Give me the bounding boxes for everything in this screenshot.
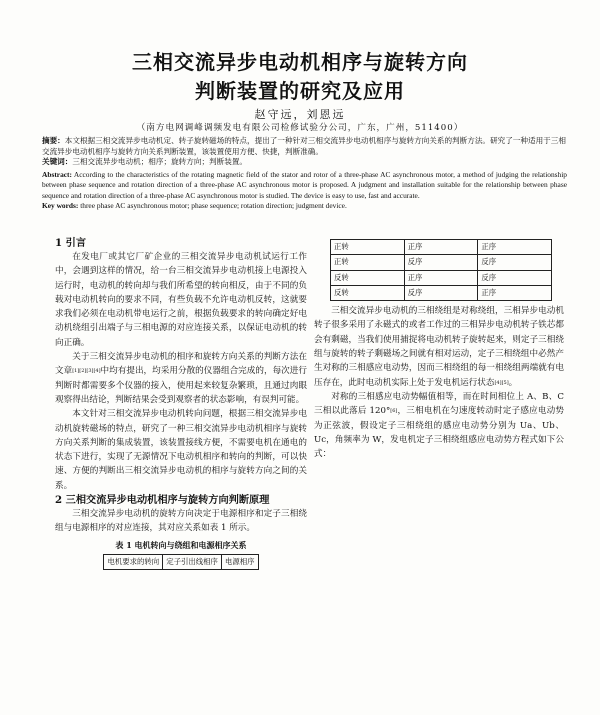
table-cell: 反转 (331, 285, 405, 300)
left-column (55, 236, 307, 570)
table-cell: 反序 (404, 255, 478, 270)
keywords-cn-label: 关键词： (42, 157, 73, 167)
section-1-paragraph-3: 本文针对三相交流异步电动机转向问题，根据三相交流异步电动机旋转磁场的特点，研究了一种三相交流异步电动机相序与旋转方向关系判断的集成装置，该装置接线方便，不需要电机在通电的状态下进行，实现了无源情况下电动机相序和转向的判断，可以快速、方便的判断出三相交流异步电动机的相序与旋转方向之间的关系。 (55, 409, 307, 491)
table-cell: 反序 (478, 270, 552, 285)
abstract-en-label: Abstract: (42, 170, 72, 179)
table-cell: 正序 (478, 240, 552, 255)
table-cell: 正序 (478, 285, 552, 300)
table-cell: 反序 (404, 285, 478, 300)
table-cell: 反转 (331, 270, 405, 285)
right-p2-text-b: ，三相电机在匀速度转动时定子感应电动势为正弦波，假设定子三相绕组的感应电动势分别为 Ua、Ub、Uc，角频率为 W，发电机定子三相绕组感应电动势方程式如下公式： (314, 406, 564, 460)
table-1-header-cell: 定子引出线相序 (163, 554, 222, 569)
affiliation: （南方电网调峰调频发电有限公司检修试验分公司，广东，广州，511400） (136, 123, 464, 133)
right-column (314, 239, 564, 461)
table-1-header (103, 554, 258, 570)
right-paragraph-1 (314, 304, 564, 390)
citation: [6] (390, 408, 398, 415)
section-2-paragraph-1: 三相交流异步电动机的旋转方向决定于电源相序和定子三相绕组与电源相序的对应连接，其对应关系如表 1 所示。 (55, 509, 307, 534)
authors: 赵守远，刘恩远 (254, 108, 346, 121)
section-1-p2-text-b: 中均有提出，均采用分散的仪器组合完成的，每次进行判断时都需要多个仪器的接入，使用起来较复杂繁琐，且通过肉眼观察得出结论，判断结果会受到观察者的状态影响，有误判可能。 (55, 366, 307, 405)
table-row (331, 255, 552, 270)
section-1-heading: 1 引言 (55, 237, 87, 249)
table-row (331, 270, 552, 285)
table-1-caption: 表 1 电机转向与绕组和电源相序关系 (115, 539, 247, 550)
keywords-cn-text: 三相交流异步电动机；相序；旋转方向；判断装置。 (72, 157, 248, 167)
title-line-2: 判断装置的研究及应用 (195, 79, 405, 103)
abstract-en-text: According to the characteristics of the rotating magnetic field of the stator and rotor of a three-phase AC asynchronous motor, a method of judging the relationship between phase sequence and rotation direction of a three-phase AC asynchronous motor is proposed. A judgment and installation suitable for the relationship between phase sequence and rotation direction of a three-phase AC asynchronous motor is studied. The device is easy to use, fast and accurate. (42, 170, 567, 200)
table-cell: 反序 (478, 255, 552, 270)
table-cell: 正序 (404, 270, 478, 285)
section-1-paragraph-1: 在发电厂或其它厂矿企业的三相交流异步电动机试运行工作中，会遇到这样的情况，给一台三相交流异步电动机接上电源投入运行时，电动机的转向却与我们所希望的转向相反，由于不同的负载对电动机转向的要求不同，有些负载不允许电动机反转，这就要求我们必须在电动机带电运行之前，根据负载要求的转向确定好电动机绕组引出端子与三相电源的对应连接关系，以保证电动机的转向正确。 (55, 252, 307, 348)
keywords-en-label: Key words: (42, 201, 79, 211)
table-cell: 正转 (331, 255, 405, 270)
abstract-cn (42, 136, 567, 168)
table-cell: 正序 (404, 240, 478, 255)
abstract-cn-text: 本文根据三相交流异步电动机定、转子旋转磁场的特点，提出了一种针对三相交流异步电动机相序与旋转方向关系的判断方法。研究了一种适用于三相交流异步电动机相序与旋转方向关系判断装置，该装置使用方便、快捷，判断准确。 (42, 136, 566, 156)
citation: [4][5] (494, 379, 509, 386)
section-2-heading: 2 三相交流异步电动机相序与旋转方向判断原理 (55, 494, 270, 507)
table-row (331, 285, 552, 300)
citation: [1][2][3][4] (72, 368, 101, 375)
table-cell: 正转 (331, 240, 405, 255)
section-1-p2-text-a: 关于三相交流异步电动机的相序和旋转方向关系的判断方法在文章 (55, 352, 307, 377)
abstract-en (42, 170, 567, 212)
abstract-cn-label: 摘要： (42, 136, 65, 145)
right-p2-text-a: 对称的三相感应电动势幅值相等，而在时间相位上 A、B、C 三相以此落后 120° (314, 391, 564, 417)
table-1-header-cell: 电机要求的转向 (104, 554, 163, 569)
table-1-header-cell: 电源相序 (221, 554, 258, 569)
title-line-1: 三相交流异步电动机相序与旋转方向 (132, 50, 468, 74)
right-p1-text-b: 。 (508, 377, 518, 388)
section-1-paragraph-2 (55, 350, 307, 407)
table-1-continued (330, 239, 552, 301)
right-paragraph-2 (314, 390, 564, 461)
right-p1-text-a: 三相交流异步电动机的三相绕组是对称绕组，三相异步电动机转子很多采用了永磁式的或者工作过的三相异步电动机转子铁芯都会有剩磁，当我们使用捕捉将电动机转子旋转起来，则定子三相绕组与旋转的转子剩磁场之间就有相对运动，定子三相绕组中必然产生对称的三相感应电动势，因而三相绕组的每一相绕组两端就有电压存在，此时电动机实际上处于发电机运行状态 (314, 306, 564, 388)
keywords-en-text: three phase AC asynchronous motor; phase sequence; rotation direction; judgment device. (80, 201, 347, 211)
table-row (331, 240, 552, 255)
